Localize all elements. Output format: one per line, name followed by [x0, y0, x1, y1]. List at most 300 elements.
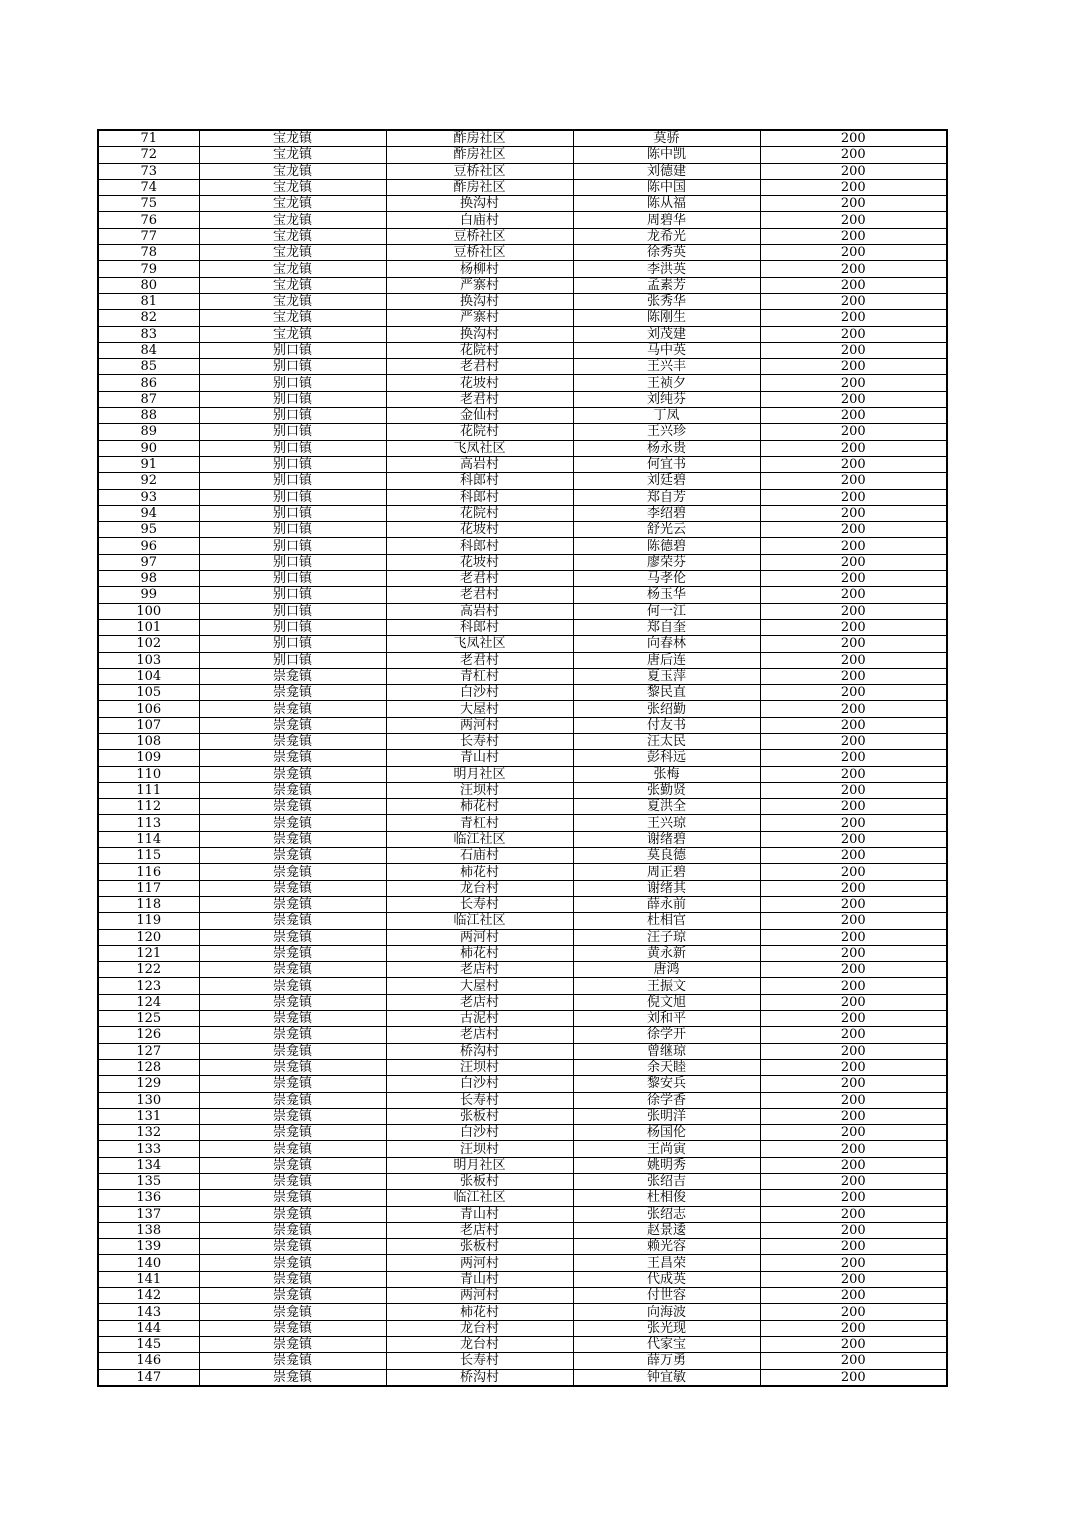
village-cell: 张板村	[386, 1174, 573, 1190]
town-cell: 宝龙镇	[199, 245, 386, 261]
person-name-cell: 向海波	[573, 1304, 760, 1320]
amount-cell: 200	[760, 440, 947, 456]
table-row	[98, 1239, 947, 1255]
amount-cell: 200	[760, 1353, 947, 1369]
amount-cell: 200	[760, 668, 947, 684]
village-cell: 老店村	[386, 962, 573, 978]
person-name-cell: 王兴琼	[573, 815, 760, 831]
table-row	[98, 831, 947, 847]
person-name-cell: 丁凤	[573, 408, 760, 424]
amount-cell: 200	[760, 261, 947, 277]
table-row	[98, 668, 947, 684]
table-row	[98, 163, 947, 179]
person-name-cell: 谢绪碧	[573, 831, 760, 847]
village-cell: 严寨村	[386, 310, 573, 326]
person-name-cell: 李洪英	[573, 261, 760, 277]
person-name-cell: 陈中凯	[573, 147, 760, 163]
village-cell: 老君村	[386, 652, 573, 668]
amount-cell: 200	[760, 310, 947, 326]
town-cell: 别口镇	[199, 554, 386, 570]
village-cell: 大屋村	[386, 701, 573, 717]
person-name-cell: 曾继琼	[573, 1043, 760, 1059]
person-name-cell: 孟素芳	[573, 277, 760, 293]
amount-cell: 200	[760, 1076, 947, 1092]
amount-cell: 200	[760, 1239, 947, 1255]
town-cell: 宝龙镇	[199, 147, 386, 163]
amount-cell: 200	[760, 424, 947, 440]
amount-cell: 200	[760, 179, 947, 195]
person-name-cell: 陈德碧	[573, 538, 760, 554]
amount-cell: 200	[760, 473, 947, 489]
village-cell: 青杠村	[386, 668, 573, 684]
town-cell: 宝龙镇	[199, 326, 386, 342]
town-cell: 崇龛镇	[199, 1336, 386, 1352]
person-name-cell: 王昌荣	[573, 1255, 760, 1271]
row-number-cell: 115	[98, 848, 199, 864]
village-cell: 豆桥社区	[386, 245, 573, 261]
town-cell: 崇龛镇	[199, 733, 386, 749]
person-name-cell: 马中英	[573, 342, 760, 358]
village-cell: 两河村	[386, 929, 573, 945]
village-cell: 飞凤社区	[386, 440, 573, 456]
amount-cell: 200	[760, 815, 947, 831]
town-cell: 别口镇	[199, 440, 386, 456]
amount-cell: 200	[760, 245, 947, 261]
person-name-cell: 薛永前	[573, 896, 760, 912]
person-name-cell: 张秀华	[573, 293, 760, 309]
table-row	[98, 456, 947, 472]
amount-cell: 200	[760, 1271, 947, 1287]
person-name-cell: 莫良德	[573, 848, 760, 864]
table-row	[98, 342, 947, 358]
town-cell: 别口镇	[199, 538, 386, 554]
table-row	[98, 375, 947, 391]
subsidy-list-table	[97, 129, 948, 1387]
village-cell: 古泥村	[386, 1011, 573, 1027]
person-name-cell: 张绍吉	[573, 1174, 760, 1190]
village-cell: 柿花村	[386, 945, 573, 961]
table-row	[98, 652, 947, 668]
amount-cell: 200	[760, 571, 947, 587]
person-name-cell: 彭科远	[573, 750, 760, 766]
town-cell: 崇龛镇	[199, 929, 386, 945]
amount-cell: 200	[760, 522, 947, 538]
amount-cell: 200	[760, 554, 947, 570]
table-row	[98, 130, 947, 147]
town-cell: 别口镇	[199, 652, 386, 668]
amount-cell: 200	[760, 375, 947, 391]
village-cell: 长寿村	[386, 896, 573, 912]
amount-cell: 200	[760, 619, 947, 635]
village-cell: 大屋村	[386, 978, 573, 994]
village-cell: 高岩村	[386, 603, 573, 619]
table-row	[98, 245, 947, 261]
row-number-cell: 126	[98, 1027, 199, 1043]
person-name-cell: 舒光云	[573, 522, 760, 538]
table-row	[98, 1076, 947, 1092]
table-row	[98, 1222, 947, 1238]
row-number-cell: 96	[98, 538, 199, 554]
person-name-cell: 马孝伦	[573, 571, 760, 587]
town-cell: 别口镇	[199, 424, 386, 440]
row-number-cell: 88	[98, 408, 199, 424]
person-name-cell: 陈刚生	[573, 310, 760, 326]
row-number-cell: 104	[98, 668, 199, 684]
row-number-cell: 102	[98, 636, 199, 652]
amount-cell: 200	[760, 456, 947, 472]
village-cell: 酢房社区	[386, 147, 573, 163]
person-name-cell: 王兴丰	[573, 359, 760, 375]
table-row	[98, 864, 947, 880]
amount-cell: 200	[760, 733, 947, 749]
table-row	[98, 1141, 947, 1157]
person-name-cell: 周碧华	[573, 212, 760, 228]
table-row	[98, 473, 947, 489]
row-number-cell: 141	[98, 1271, 199, 1287]
town-cell: 崇龛镇	[199, 1353, 386, 1369]
row-number-cell: 139	[98, 1239, 199, 1255]
table-row	[98, 1255, 947, 1271]
amount-cell: 200	[760, 1108, 947, 1124]
row-number-cell: 109	[98, 750, 199, 766]
person-name-cell: 姚明秀	[573, 1157, 760, 1173]
amount-cell: 200	[760, 1043, 947, 1059]
row-number-cell: 121	[98, 945, 199, 961]
table-row	[98, 277, 947, 293]
village-cell: 长寿村	[386, 1353, 573, 1369]
town-cell: 崇龛镇	[199, 864, 386, 880]
amount-cell: 200	[760, 359, 947, 375]
village-cell: 两河村	[386, 1288, 573, 1304]
town-cell: 崇龛镇	[199, 1222, 386, 1238]
person-name-cell: 李绍碧	[573, 505, 760, 521]
person-name-cell: 王兴珍	[573, 424, 760, 440]
row-number-cell: 118	[98, 896, 199, 912]
person-name-cell: 何宜书	[573, 456, 760, 472]
table-row	[98, 1304, 947, 1320]
village-cell: 汪坝村	[386, 1059, 573, 1075]
row-number-cell: 119	[98, 913, 199, 929]
table-row	[98, 1369, 947, 1386]
table-row	[98, 1271, 947, 1287]
person-name-cell: 付世容	[573, 1288, 760, 1304]
town-cell: 别口镇	[199, 473, 386, 489]
row-number-cell: 74	[98, 179, 199, 195]
table-row	[98, 1320, 947, 1336]
amount-cell: 200	[760, 831, 947, 847]
person-name-cell: 徐学开	[573, 1027, 760, 1043]
town-cell: 崇龛镇	[199, 880, 386, 896]
table-row	[98, 945, 947, 961]
town-cell: 崇龛镇	[199, 701, 386, 717]
row-number-cell: 138	[98, 1222, 199, 1238]
table-row	[98, 603, 947, 619]
row-number-cell: 108	[98, 733, 199, 749]
village-cell: 花坡村	[386, 554, 573, 570]
village-cell: 豆桥社区	[386, 228, 573, 244]
village-cell: 青山村	[386, 750, 573, 766]
row-number-cell: 140	[98, 1255, 199, 1271]
row-number-cell: 82	[98, 310, 199, 326]
row-number-cell: 129	[98, 1076, 199, 1092]
amount-cell: 200	[760, 489, 947, 505]
town-cell: 崇龛镇	[199, 1092, 386, 1108]
table-row	[98, 994, 947, 1010]
row-number-cell: 94	[98, 505, 199, 521]
table-row	[98, 228, 947, 244]
town-cell: 崇龛镇	[199, 1320, 386, 1336]
person-name-cell: 刘德建	[573, 163, 760, 179]
person-name-cell: 向春林	[573, 636, 760, 652]
table-row	[98, 799, 947, 815]
row-number-cell: 144	[98, 1320, 199, 1336]
village-cell: 白沙村	[386, 685, 573, 701]
person-name-cell: 夏洪全	[573, 799, 760, 815]
village-cell: 白庙村	[386, 212, 573, 228]
amount-cell: 200	[760, 766, 947, 782]
amount-cell: 200	[760, 929, 947, 945]
town-cell: 崇龛镇	[199, 1108, 386, 1124]
village-cell: 张板村	[386, 1239, 573, 1255]
amount-cell: 200	[760, 701, 947, 717]
amount-cell: 200	[760, 636, 947, 652]
village-cell: 换沟村	[386, 196, 573, 212]
table-row	[98, 1353, 947, 1369]
village-cell: 老君村	[386, 571, 573, 587]
person-name-cell: 赵景逶	[573, 1222, 760, 1238]
person-name-cell: 杨玉华	[573, 587, 760, 603]
town-cell: 别口镇	[199, 522, 386, 538]
town-cell: 宝龙镇	[199, 163, 386, 179]
amount-cell: 200	[760, 293, 947, 309]
town-cell: 宝龙镇	[199, 277, 386, 293]
person-name-cell: 夏玉萍	[573, 668, 760, 684]
amount-cell: 200	[760, 1125, 947, 1141]
person-name-cell: 张梅	[573, 766, 760, 782]
village-cell: 青山村	[386, 1206, 573, 1222]
town-cell: 崇龛镇	[199, 717, 386, 733]
row-number-cell: 114	[98, 831, 199, 847]
amount-cell: 200	[760, 538, 947, 554]
amount-cell: 200	[760, 945, 947, 961]
row-number-cell: 103	[98, 652, 199, 668]
town-cell: 崇龛镇	[199, 1076, 386, 1092]
person-name-cell: 杨永贵	[573, 440, 760, 456]
table-row	[98, 815, 947, 831]
village-cell: 青杠村	[386, 815, 573, 831]
amount-cell: 200	[760, 1369, 947, 1386]
amount-cell: 200	[760, 505, 947, 521]
row-number-cell: 110	[98, 766, 199, 782]
amount-cell: 200	[760, 978, 947, 994]
person-name-cell: 唐后连	[573, 652, 760, 668]
person-name-cell: 黎安兵	[573, 1076, 760, 1092]
amount-cell: 200	[760, 896, 947, 912]
person-name-cell: 谢绪其	[573, 880, 760, 896]
amount-cell: 200	[760, 717, 947, 733]
table-row	[98, 391, 947, 407]
town-cell: 别口镇	[199, 505, 386, 521]
table-row	[98, 554, 947, 570]
table-row	[98, 1092, 947, 1108]
table-row	[98, 212, 947, 228]
village-cell: 科郎村	[386, 619, 573, 635]
village-cell: 龙台村	[386, 880, 573, 896]
table-row	[98, 261, 947, 277]
amount-cell: 200	[760, 130, 947, 147]
person-name-cell: 黎民直	[573, 685, 760, 701]
village-cell: 长寿村	[386, 733, 573, 749]
amount-cell: 200	[760, 1255, 947, 1271]
town-cell: 崇龛镇	[199, 1043, 386, 1059]
row-number-cell: 137	[98, 1206, 199, 1222]
table-row	[98, 766, 947, 782]
village-cell: 临江社区	[386, 831, 573, 847]
person-name-cell: 张绍勤	[573, 701, 760, 717]
amount-cell: 200	[760, 782, 947, 798]
person-name-cell: 莫骄	[573, 130, 760, 147]
village-cell: 长寿村	[386, 1092, 573, 1108]
village-cell: 白沙村	[386, 1076, 573, 1092]
town-cell: 宝龙镇	[199, 293, 386, 309]
town-cell: 宝龙镇	[199, 228, 386, 244]
town-cell: 崇龛镇	[199, 1255, 386, 1271]
village-cell: 花院村	[386, 505, 573, 521]
table-row	[98, 147, 947, 163]
person-name-cell: 廖荣芬	[573, 554, 760, 570]
village-cell: 老店村	[386, 994, 573, 1010]
row-number-cell: 101	[98, 619, 199, 635]
village-cell: 老君村	[386, 391, 573, 407]
table-row	[98, 1157, 947, 1173]
person-name-cell: 张绍志	[573, 1206, 760, 1222]
town-cell: 别口镇	[199, 619, 386, 635]
table-row	[98, 326, 947, 342]
amount-cell: 200	[760, 1011, 947, 1027]
row-number-cell: 84	[98, 342, 199, 358]
person-name-cell: 汪子琼	[573, 929, 760, 945]
amount-cell: 200	[760, 212, 947, 228]
town-cell: 崇龛镇	[199, 1011, 386, 1027]
person-name-cell: 何一江	[573, 603, 760, 619]
village-cell: 老君村	[386, 359, 573, 375]
row-number-cell: 136	[98, 1190, 199, 1206]
amount-cell: 200	[760, 1190, 947, 1206]
table-row	[98, 1190, 947, 1206]
person-name-cell: 钟宜敏	[573, 1369, 760, 1386]
amount-cell: 200	[760, 994, 947, 1010]
village-cell: 柿花村	[386, 864, 573, 880]
amount-cell: 200	[760, 1027, 947, 1043]
town-cell: 宝龙镇	[199, 261, 386, 277]
row-number-cell: 123	[98, 978, 199, 994]
town-cell: 宝龙镇	[199, 196, 386, 212]
row-number-cell: 85	[98, 359, 199, 375]
amount-cell: 200	[760, 848, 947, 864]
row-number-cell: 91	[98, 456, 199, 472]
village-cell: 换沟村	[386, 293, 573, 309]
row-number-cell: 107	[98, 717, 199, 733]
village-cell: 严寨村	[386, 277, 573, 293]
row-number-cell: 87	[98, 391, 199, 407]
town-cell: 崇龛镇	[199, 1141, 386, 1157]
row-number-cell: 116	[98, 864, 199, 880]
town-cell: 宝龙镇	[199, 179, 386, 195]
amount-cell: 200	[760, 1288, 947, 1304]
row-number-cell: 113	[98, 815, 199, 831]
table-row	[98, 1059, 947, 1075]
amount-cell: 200	[760, 1059, 947, 1075]
person-name-cell: 陈中国	[573, 179, 760, 195]
village-cell: 临江社区	[386, 913, 573, 929]
amount-cell: 200	[760, 228, 947, 244]
table-row	[98, 1108, 947, 1124]
table-row	[98, 1336, 947, 1352]
village-cell: 金仙村	[386, 408, 573, 424]
town-cell: 崇龛镇	[199, 896, 386, 912]
table-row	[98, 424, 947, 440]
town-cell: 崇龛镇	[199, 1190, 386, 1206]
amount-cell: 200	[760, 1141, 947, 1157]
village-cell: 两河村	[386, 717, 573, 733]
amount-cell: 200	[760, 880, 947, 896]
village-cell: 龙台村	[386, 1320, 573, 1336]
person-name-cell: 付友书	[573, 717, 760, 733]
town-cell: 别口镇	[199, 587, 386, 603]
row-number-cell: 112	[98, 799, 199, 815]
row-number-cell: 93	[98, 489, 199, 505]
row-number-cell: 95	[98, 522, 199, 538]
person-name-cell: 王振文	[573, 978, 760, 994]
person-name-cell: 杜相俊	[573, 1190, 760, 1206]
village-cell: 石庙村	[386, 848, 573, 864]
table-row	[98, 1043, 947, 1059]
village-cell: 桥沟村	[386, 1043, 573, 1059]
row-number-cell: 73	[98, 163, 199, 179]
table-row	[98, 1288, 947, 1304]
town-cell: 别口镇	[199, 375, 386, 391]
row-number-cell: 106	[98, 701, 199, 717]
town-cell: 别口镇	[199, 408, 386, 424]
row-number-cell: 128	[98, 1059, 199, 1075]
person-name-cell: 赖光容	[573, 1239, 760, 1255]
table-row	[98, 196, 947, 212]
village-cell: 豆桥社区	[386, 163, 573, 179]
row-number-cell: 98	[98, 571, 199, 587]
person-name-cell: 代家宝	[573, 1336, 760, 1352]
town-cell: 别口镇	[199, 571, 386, 587]
town-cell: 崇龛镇	[199, 668, 386, 684]
amount-cell: 200	[760, 587, 947, 603]
village-cell: 花院村	[386, 424, 573, 440]
row-number-cell: 72	[98, 147, 199, 163]
town-cell: 崇龛镇	[199, 994, 386, 1010]
town-cell: 崇龛镇	[199, 1206, 386, 1222]
village-cell: 老君村	[386, 587, 573, 603]
row-number-cell: 78	[98, 245, 199, 261]
row-number-cell: 71	[98, 130, 199, 147]
amount-cell: 200	[760, 277, 947, 293]
person-name-cell: 薛万勇	[573, 1353, 760, 1369]
town-cell: 别口镇	[199, 603, 386, 619]
person-name-cell: 龙希光	[573, 228, 760, 244]
amount-cell: 200	[760, 408, 947, 424]
person-name-cell: 张明洋	[573, 1108, 760, 1124]
amount-cell: 200	[760, 196, 947, 212]
person-name-cell: 汪太民	[573, 733, 760, 749]
table-row	[98, 978, 947, 994]
village-cell: 明月社区	[386, 1157, 573, 1173]
